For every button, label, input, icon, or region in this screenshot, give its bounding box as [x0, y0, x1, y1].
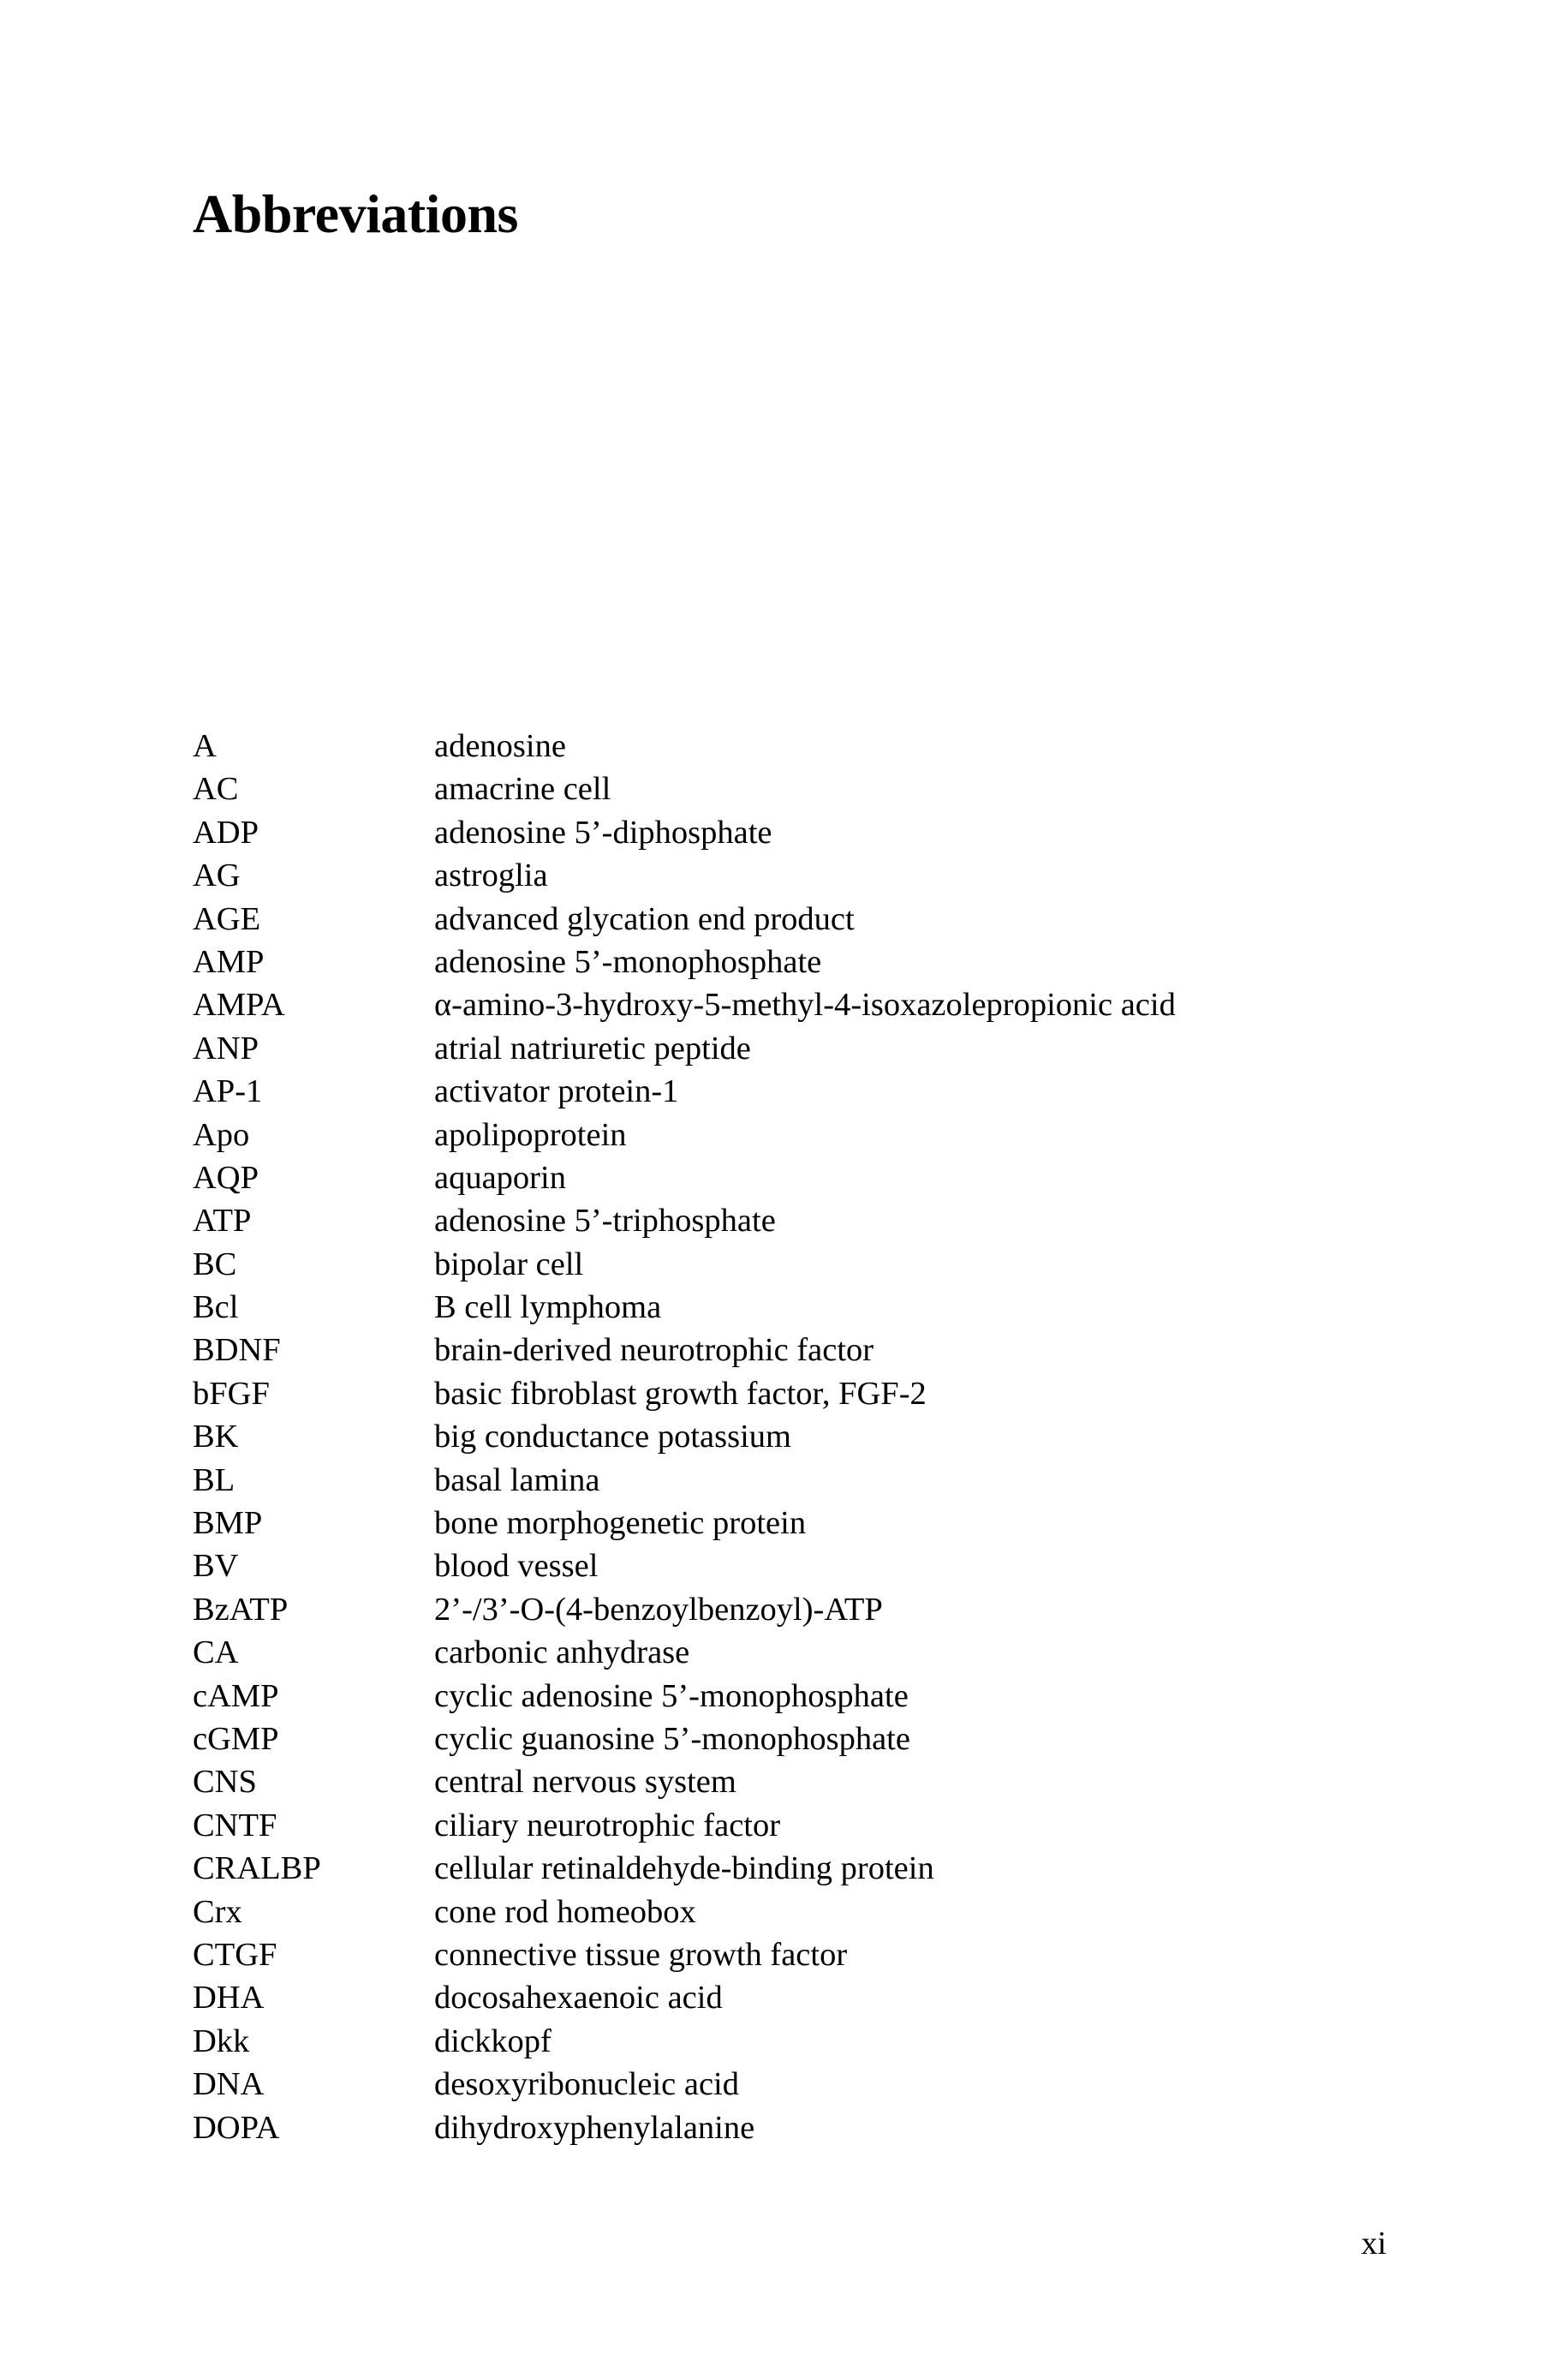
abbreviation-term: CNTF: [193, 1807, 277, 1843]
abbreviation-row: [193, 1976, 1392, 2019]
abbreviation-term: CTGF: [193, 1936, 277, 1973]
abbreviation-term: BC: [193, 1246, 237, 1282]
abbreviation-row: [193, 1459, 1392, 1502]
abbreviation-definition: cellular retinaldehyde-binding protein: [434, 1850, 934, 1887]
abbreviation-term: ATP: [193, 1203, 252, 1240]
abbreviation-definition: cone rod homeobox: [434, 1893, 696, 1930]
abbreviation-definition: dihydroxyphenylalanine: [434, 2109, 755, 2146]
abbreviation-term: bFGF: [193, 1375, 270, 1412]
abbreviation-definition: desoxyribonucleic acid: [434, 2066, 739, 2103]
abbreviation-definition: apolipoprotein: [434, 1116, 627, 1153]
abbreviation-term: cAMP: [193, 1677, 279, 1714]
abbreviation-row: [193, 1070, 1392, 1113]
abbreviation-term: Crx: [193, 1893, 242, 1930]
abbreviation-definition: carbonic anhydrase: [434, 1634, 690, 1671]
abbreviation-row: [193, 1675, 1392, 1718]
abbreviation-term: DOPA: [193, 2109, 280, 2146]
abbreviation-definition: atrial natriuretic peptide: [434, 1030, 751, 1067]
abbreviation-term: A: [193, 728, 217, 764]
abbreviation-definition: adenosine 5’-monophosphate: [434, 943, 822, 980]
abbreviation-row: [193, 1114, 1392, 1156]
abbreviation-row: [193, 1027, 1392, 1070]
abbreviation-definition: basic fibroblast growth factor, FGF-2: [434, 1375, 927, 1412]
abbreviation-row: [193, 1545, 1392, 1587]
abbreviation-row: [193, 941, 1392, 983]
abbreviation-definition: connective tissue growth factor: [434, 1936, 848, 1973]
abbreviation-row: [193, 811, 1392, 854]
abbreviation-term: DHA: [193, 1980, 265, 2017]
abbreviation-term: Bcl: [193, 1289, 239, 1326]
abbreviation-list: [193, 725, 1392, 2149]
abbreviation-definition: adenosine 5’-triphosphate: [434, 1203, 776, 1240]
abbreviation-definition: bipolar cell: [434, 1246, 584, 1282]
abbreviation-term: ANP: [193, 1030, 259, 1067]
abbreviation-definition: astroglia: [434, 857, 548, 894]
abbreviation-row: [193, 1933, 1392, 1976]
abbreviation-definition: α-amino-3-hydroxy-5-methyl-4-isoxazolepropionic acid: [434, 987, 1176, 1024]
abbreviation-term: CRALBP: [193, 1850, 321, 1887]
abbreviation-definition: ciliary neurotrophic factor: [434, 1807, 781, 1843]
abbreviation-row: [193, 1760, 1392, 1803]
abbreviation-definition: B cell lymphoma: [434, 1289, 662, 1326]
abbreviation-row: [193, 983, 1392, 1026]
page-number: xi: [1361, 2226, 1386, 2261]
abbreviation-row: [193, 2063, 1392, 2106]
abbreviation-term: AMP: [193, 943, 265, 980]
abbreviation-row: [193, 1329, 1392, 1371]
abbreviation-row: [193, 1415, 1392, 1458]
abbreviation-definition: brain-derived neurotrophic factor: [434, 1332, 874, 1369]
abbreviation-definition: blood vessel: [434, 1548, 599, 1585]
abbreviation-row: [193, 1372, 1392, 1415]
abbreviation-definition: bone morphogenetic protein: [434, 1505, 807, 1542]
abbreviation-definition: advanced glycation end product: [434, 900, 855, 937]
abbreviation-term: BDNF: [193, 1332, 281, 1369]
abbreviation-term: cGMP: [193, 1720, 279, 1757]
abbreviation-row: [193, 2106, 1392, 2149]
abbreviation-row: [193, 725, 1392, 768]
abbreviation-row: [193, 1502, 1392, 1545]
abbreviation-term: Dkk: [193, 2022, 250, 2059]
abbreviation-term: CA: [193, 1634, 239, 1671]
abbreviation-definition: cyclic adenosine 5’-monophosphate: [434, 1677, 909, 1714]
abbreviation-definition: aquaporin: [434, 1159, 566, 1196]
abbreviation-row: [193, 898, 1392, 941]
abbreviation-definition: amacrine cell: [434, 771, 611, 808]
abbreviation-definition: adenosine 5’-diphosphate: [434, 814, 772, 851]
abbreviation-term: Apo: [193, 1116, 250, 1153]
abbreviation-term: BzATP: [193, 1591, 289, 1628]
abbreviation-row: [193, 1286, 1392, 1329]
abbreviation-definition: adenosine: [434, 728, 566, 764]
abbreviation-definition: 2’-/3’-O-(4-benzoylbenzoyl)-ATP: [434, 1591, 883, 1628]
abbreviation-definition: big conductance potassium: [434, 1419, 791, 1455]
abbreviation-row: [193, 1631, 1392, 1674]
abbreviation-row: [193, 1588, 1392, 1631]
abbreviation-term: AC: [193, 771, 239, 808]
abbreviation-term: BL: [193, 1461, 235, 1498]
abbreviation-term: BMP: [193, 1505, 263, 1542]
abbreviation-row: [193, 768, 1392, 810]
abbreviation-definition: central nervous system: [434, 1764, 736, 1801]
abbreviation-row: [193, 2020, 1392, 2063]
abbreviation-term: DNA: [193, 2066, 265, 2103]
abbreviation-term: AMPA: [193, 987, 285, 1024]
abbreviation-row: [193, 1199, 1392, 1242]
abbreviation-row: [193, 854, 1392, 897]
abbreviation-row: [193, 1718, 1392, 1760]
abbreviation-row: [193, 1156, 1392, 1199]
abbreviation-row: [193, 1243, 1392, 1286]
abbreviation-definition: docosahexaenoic acid: [434, 1980, 723, 2017]
abbreviation-row: [193, 1891, 1392, 1933]
abbreviation-term: CNS: [193, 1764, 257, 1801]
abbreviation-term: ADP: [193, 814, 259, 851]
abbreviation-row: [193, 1847, 1392, 1890]
abbreviation-term: AGE: [193, 900, 261, 937]
abbreviation-term: BV: [193, 1548, 239, 1585]
abbreviation-row: [193, 1804, 1392, 1847]
abbreviation-term: AP-1: [193, 1073, 263, 1110]
abbreviation-term: AQP: [193, 1159, 259, 1196]
abbreviation-term: AG: [193, 857, 241, 894]
abbreviation-term: BK: [193, 1419, 239, 1455]
abbreviation-definition: basal lamina: [434, 1461, 600, 1498]
page-title: Abbreviations: [193, 183, 518, 244]
abbreviation-definition: activator protein-1: [434, 1073, 679, 1110]
abbreviation-definition: dickkopf: [434, 2022, 551, 2059]
abbreviation-definition: cyclic guanosine 5’-monophosphate: [434, 1720, 910, 1757]
